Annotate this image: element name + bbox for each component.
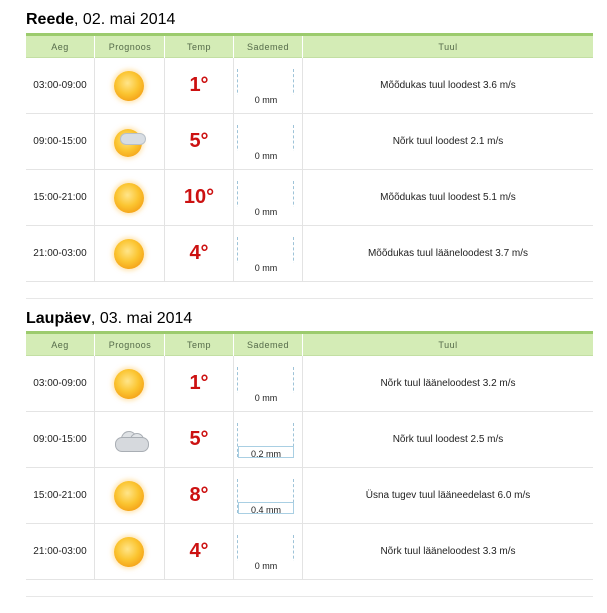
- sun-icon: [114, 369, 146, 401]
- temp-cell: 10°: [183, 186, 215, 208]
- header-temp: Temp: [186, 42, 211, 52]
- table-row: [26, 356, 593, 412]
- temp-cell: 5°: [189, 130, 209, 152]
- day-date: 02. mai 2014: [78, 11, 176, 28]
- time-cell: 03:00-09:00: [33, 80, 87, 91]
- forecast-table: [26, 331, 593, 580]
- header-prognoos: Prognoos: [108, 42, 152, 52]
- temp-cell: 4°: [189, 540, 209, 562]
- rain-value: 0.4 mm: [250, 505, 281, 515]
- sun-icon: [114, 537, 146, 569]
- day-comma: ,: [74, 11, 79, 28]
- day-name: Laupäev: [26, 310, 91, 327]
- time-cell: 09:00-15:00: [33, 434, 87, 445]
- header-sademed: Sademed: [246, 42, 290, 52]
- temp-cell: 5°: [189, 428, 209, 450]
- wind-cell: Üsna tugev tuul lääneedelast 6.0 m/s: [365, 490, 531, 501]
- wind-cell: Mõõdukas tuul loodest 3.6 m/s: [380, 80, 516, 91]
- wind-cell: Nõrk tuul loodest 2.1 m/s: [392, 136, 504, 147]
- sun-icon: [114, 239, 146, 271]
- rain-gauge: [237, 125, 295, 160]
- temp-cell: 8°: [189, 484, 209, 506]
- day-heading: [26, 11, 175, 29]
- rain-value: 0 mm: [237, 561, 295, 571]
- wind-cell: Nõrk tuul lääneloodest 3.2 m/s: [380, 378, 516, 389]
- forecast-table: [26, 33, 593, 282]
- day-divider: [26, 596, 593, 597]
- header-aeg: Aeg: [51, 42, 69, 52]
- table-row: [26, 226, 593, 282]
- rain-gauge: [237, 423, 295, 458]
- rain-value: 0 mm: [237, 263, 295, 273]
- temp-cell: 1°: [189, 74, 209, 96]
- sun-icon: [114, 481, 146, 513]
- sun-cloud-icon: [114, 127, 146, 159]
- rain-gauge: [237, 535, 295, 570]
- day-heading: [26, 310, 192, 328]
- day-divider: [26, 298, 593, 299]
- header-tuul: Tuul: [438, 42, 458, 52]
- rain-gauge: [237, 69, 295, 104]
- rain-gauge: [237, 479, 295, 514]
- wind-cell: Nõrk tuul loodest 2.5 m/s: [392, 434, 504, 445]
- wind-cell: Mõõdukas tuul loodest 5.1 m/s: [380, 192, 516, 203]
- table-row: [26, 170, 593, 226]
- header-tuul: Tuul: [438, 340, 458, 350]
- header-aeg: Aeg: [51, 340, 69, 350]
- time-cell: 15:00-21:00: [33, 192, 87, 203]
- day-date: 03. mai 2014: [95, 310, 193, 327]
- time-cell: 21:00-03:00: [33, 546, 87, 557]
- time-cell: 03:00-09:00: [33, 378, 87, 389]
- header-prognoos: Prognoos: [108, 340, 152, 350]
- rain-value: 0 mm: [237, 151, 295, 161]
- table-row: [26, 114, 593, 170]
- time-cell: 09:00-15:00: [33, 136, 87, 147]
- rain-gauge: [237, 367, 295, 402]
- sun-icon: [114, 183, 146, 215]
- wind-cell: Mõõdukas tuul lääneloodest 3.7 m/s: [367, 248, 529, 259]
- table-row: [26, 58, 593, 114]
- table-header: [26, 331, 593, 356]
- header-sademed: Sademed: [246, 340, 290, 350]
- day-comma: ,: [90, 310, 96, 327]
- time-cell: 21:00-03:00: [33, 248, 87, 259]
- rain-value: 0 mm: [237, 207, 295, 217]
- table-row: [26, 524, 593, 580]
- table-row: [26, 412, 593, 468]
- rain-value: 0.2 mm: [250, 449, 281, 459]
- day-name: Reede: [26, 11, 75, 28]
- rain-gauge: [237, 237, 295, 272]
- table-header: [26, 33, 593, 58]
- rain-value: 0 mm: [237, 393, 295, 403]
- cloud-icon: [112, 425, 144, 457]
- temp-cell: 4°: [189, 242, 209, 264]
- time-cell: 15:00-21:00: [33, 490, 87, 501]
- wind-cell: Nõrk tuul lääneloodest 3.3 m/s: [380, 546, 516, 557]
- sun-icon: [114, 71, 146, 103]
- temp-cell: 1°: [189, 372, 209, 394]
- table-row: [26, 468, 593, 524]
- header-temp: Temp: [186, 340, 211, 350]
- rain-value: 0 mm: [237, 95, 295, 105]
- rain-gauge: [237, 181, 295, 216]
